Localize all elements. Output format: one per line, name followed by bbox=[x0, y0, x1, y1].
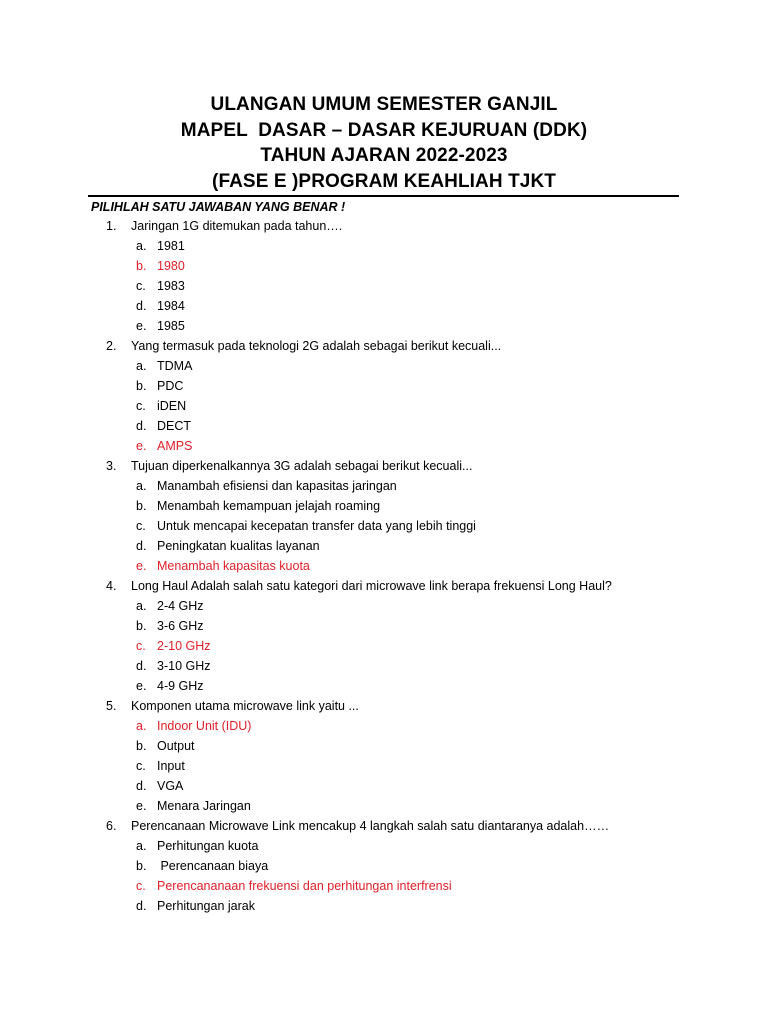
option-letter: e. bbox=[136, 439, 147, 453]
option-text: 1985 bbox=[157, 319, 185, 333]
option-text: Menambah kemampuan jelajah roaming bbox=[157, 499, 381, 513]
answer-option bbox=[0, 656, 768, 676]
answer-option-correct bbox=[0, 556, 768, 576]
question-text: Tujuan diperkenalkannya 3G adalah sebagai berikut kecuali... bbox=[131, 459, 473, 473]
option-letter: e. bbox=[136, 799, 147, 813]
question-number: 4. bbox=[106, 579, 117, 593]
option-letter: b. bbox=[136, 619, 147, 633]
option-text: Input bbox=[157, 759, 185, 773]
option-letter: d. bbox=[136, 779, 147, 793]
option-text: 3-10 GHz bbox=[157, 659, 211, 673]
answer-option bbox=[0, 376, 768, 396]
option-text: Peningkatan kualitas layanan bbox=[157, 539, 320, 553]
answer-option-list bbox=[0, 716, 768, 816]
option-text: Manambah efisiensi dan kapasitas jaringan bbox=[157, 479, 397, 493]
option-letter: d. bbox=[136, 419, 147, 433]
option-text: PDC bbox=[157, 379, 184, 393]
question-row bbox=[0, 216, 768, 236]
option-letter: b. bbox=[136, 499, 147, 513]
option-text: 1983 bbox=[157, 279, 185, 293]
option-letter: a. bbox=[136, 839, 147, 853]
question-list bbox=[0, 216, 768, 916]
answer-option bbox=[0, 316, 768, 336]
option-text: Perencanaan biaya bbox=[157, 859, 269, 873]
instruction-text: PILIHLAH SATU JAWABAN YANG BENAR ! bbox=[91, 200, 346, 214]
option-letter: d. bbox=[136, 299, 147, 313]
answer-option bbox=[0, 496, 768, 516]
option-letter: b. bbox=[136, 859, 147, 873]
answer-option bbox=[0, 896, 768, 916]
option-text: Menara Jaringan bbox=[157, 799, 251, 813]
answer-option-list bbox=[0, 476, 768, 576]
answer-option-correct bbox=[0, 256, 768, 276]
question-text: Komponen utama microwave link yaitu ... bbox=[131, 699, 359, 713]
option-text: TDMA bbox=[157, 359, 193, 373]
option-text: Perhitungan kuota bbox=[157, 839, 259, 853]
option-letter: e. bbox=[136, 679, 147, 693]
question-text: Jaringan 1G ditemukan pada tahun…. bbox=[131, 219, 343, 233]
option-letter: b. bbox=[136, 739, 147, 753]
option-text: Indoor Unit (IDU) bbox=[157, 719, 252, 733]
question-text: Yang termasuk pada teknologi 2G adalah sebagai berikut kecuali... bbox=[131, 339, 502, 353]
answer-option-correct bbox=[0, 876, 768, 896]
answer-option bbox=[0, 616, 768, 636]
answer-option-list bbox=[0, 356, 768, 456]
option-letter: c. bbox=[136, 519, 146, 533]
answer-option bbox=[0, 796, 768, 816]
option-text: 3-6 GHz bbox=[157, 619, 204, 633]
option-letter: a. bbox=[136, 719, 147, 733]
header-program-line: (FASE E )PROGRAM KEAHLIAH TJKT bbox=[212, 170, 556, 192]
question-item bbox=[0, 576, 768, 696]
answer-option-correct bbox=[0, 436, 768, 456]
answer-option bbox=[0, 776, 768, 796]
question-row bbox=[0, 336, 768, 356]
option-text: 1980 bbox=[157, 259, 185, 273]
option-letter: c. bbox=[136, 639, 146, 653]
option-letter: d. bbox=[136, 659, 147, 673]
answer-option-correct bbox=[0, 636, 768, 656]
option-text: Output bbox=[157, 739, 195, 753]
answer-option bbox=[0, 736, 768, 756]
option-letter: c. bbox=[136, 759, 146, 773]
answer-option-list bbox=[0, 236, 768, 336]
answer-option bbox=[0, 756, 768, 776]
answer-option bbox=[0, 276, 768, 296]
answer-option-list bbox=[0, 836, 768, 916]
question-text: Long Haul Adalah salah satu kategori dari microwave link berapa frekuensi Long Haul? bbox=[131, 579, 612, 593]
exam-header bbox=[0, 92, 768, 194]
option-text: Untuk mencapai kecepatan transfer data yang lebih tinggi bbox=[157, 519, 476, 533]
option-letter: a. bbox=[136, 599, 147, 613]
option-letter: c. bbox=[136, 399, 146, 413]
option-text: DECT bbox=[157, 419, 192, 433]
answer-option bbox=[0, 676, 768, 696]
answer-option bbox=[0, 856, 768, 876]
option-text: AMPS bbox=[157, 439, 193, 453]
answer-option bbox=[0, 396, 768, 416]
option-letter: b. bbox=[136, 259, 147, 273]
question-item bbox=[0, 456, 768, 576]
option-text: Perhitungan jarak bbox=[157, 899, 255, 913]
question-item bbox=[0, 216, 768, 336]
answer-option bbox=[0, 356, 768, 376]
answer-option bbox=[0, 836, 768, 856]
question-item bbox=[0, 816, 768, 916]
header-divider bbox=[88, 195, 679, 197]
question-row bbox=[0, 696, 768, 716]
answer-option-correct bbox=[0, 716, 768, 736]
option-text: VGA bbox=[157, 779, 184, 793]
question-number: 3. bbox=[106, 459, 117, 473]
question-text: Perencanaan Microwave Link mencakup 4 langkah salah satu diantaranya adalah…… bbox=[131, 819, 610, 833]
option-text: iDEN bbox=[157, 399, 187, 413]
option-text: 4-9 GHz bbox=[157, 679, 204, 693]
question-row bbox=[0, 576, 768, 596]
answer-option bbox=[0, 536, 768, 556]
question-item bbox=[0, 696, 768, 816]
option-letter: c. bbox=[136, 279, 146, 293]
header-title-line: ULANGAN UMUM SEMESTER GANJIL bbox=[210, 94, 558, 115]
answer-option bbox=[0, 416, 768, 436]
option-text: 2-4 GHz bbox=[157, 599, 204, 613]
option-text: 2-10 GHz bbox=[157, 639, 211, 653]
question-number: 6. bbox=[106, 819, 117, 833]
answer-option bbox=[0, 596, 768, 616]
option-letter: b. bbox=[136, 379, 147, 393]
option-letter: e. bbox=[136, 319, 147, 333]
question-number: 5. bbox=[106, 699, 117, 713]
answer-option-list bbox=[0, 596, 768, 696]
option-letter: a. bbox=[136, 239, 147, 253]
option-text: 1981 bbox=[157, 239, 185, 253]
option-letter: d. bbox=[136, 899, 147, 913]
answer-option bbox=[0, 516, 768, 536]
question-number: 2. bbox=[106, 339, 117, 353]
question-item bbox=[0, 336, 768, 456]
option-letter: c. bbox=[136, 879, 146, 893]
option-text: Perencananaan frekuensi dan perhitungan interfrensi bbox=[157, 879, 452, 893]
question-row bbox=[0, 816, 768, 836]
option-text: Menambah kapasitas kuota bbox=[157, 559, 310, 573]
answer-option bbox=[0, 236, 768, 256]
answer-option bbox=[0, 476, 768, 496]
option-letter: a. bbox=[136, 479, 147, 493]
answer-option bbox=[0, 296, 768, 316]
option-letter: a. bbox=[136, 359, 147, 373]
header-year-line: TAHUN AJARAN 2022-2023 bbox=[260, 145, 508, 166]
question-row bbox=[0, 456, 768, 476]
option-letter: d. bbox=[136, 539, 147, 553]
header-subject-line: MAPEL DASAR – DASAR KEJURUAN (DDK) bbox=[180, 119, 588, 141]
option-text: 1984 bbox=[157, 299, 185, 313]
question-number: 1. bbox=[106, 219, 117, 233]
option-letter: e. bbox=[136, 559, 147, 573]
